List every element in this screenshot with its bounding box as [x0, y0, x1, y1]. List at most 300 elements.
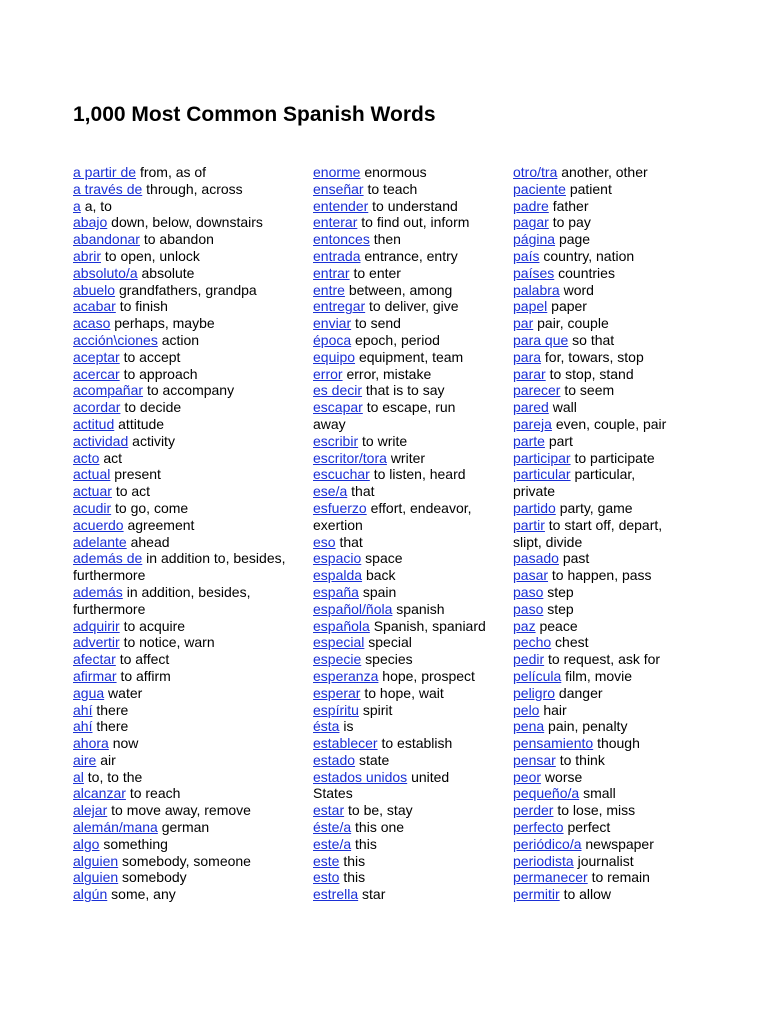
word-link[interactable]: papel	[513, 298, 548, 315]
word-definition: to be, stay	[348, 802, 413, 819]
word-link[interactable]: actual	[73, 466, 111, 483]
word-definition: to lose, miss	[557, 802, 636, 819]
word-entry	[73, 869, 309, 886]
word-entry	[73, 214, 309, 231]
word-entry	[513, 718, 713, 735]
word-link[interactable]: acaso	[73, 315, 111, 332]
word-link[interactable]: a partir de	[73, 164, 137, 180]
word-link[interactable]: pecho	[513, 634, 552, 651]
word-link[interactable]: peligro	[513, 684, 556, 701]
word-link[interactable]: peor	[513, 768, 542, 785]
word-entry	[513, 433, 713, 450]
word-definition: somebody	[122, 869, 187, 886]
word-link[interactable]: advertir	[73, 634, 120, 651]
word-definition: some, any	[111, 886, 176, 903]
word-link[interactable]: paso	[513, 600, 544, 617]
word-link[interactable]: aire	[73, 751, 97, 768]
word-entry	[73, 785, 309, 802]
word-entry	[313, 702, 509, 719]
word-link[interactable]: esperar	[313, 684, 361, 701]
word-definition: in addition, besides,	[126, 583, 251, 600]
word-link[interactable]: parte	[513, 432, 545, 449]
word-link[interactable]: países	[513, 264, 555, 281]
word-link[interactable]: actitud	[73, 415, 115, 432]
word-definition: attitude	[118, 415, 165, 432]
word-link[interactable]: acto	[73, 449, 100, 466]
word-entry	[513, 315, 713, 332]
word-link[interactable]: acabar	[73, 298, 116, 315]
word-entry	[73, 802, 309, 819]
word-entry	[73, 769, 309, 786]
word-definition: act	[103, 449, 123, 466]
word-definition: journalist	[577, 852, 634, 869]
word-link[interactable]: país	[513, 247, 540, 264]
word-entry	[73, 181, 309, 198]
word-definition: part	[548, 432, 573, 449]
word-link[interactable]: enviar	[313, 315, 352, 332]
word-link[interactable]: para que	[513, 331, 569, 348]
word-definition: in addition to, besides,	[146, 550, 286, 567]
word-link[interactable]: entrar	[313, 264, 350, 281]
word-link[interactable]: alemán/mana	[73, 819, 158, 836]
word-link[interactable]: alguien	[73, 852, 119, 869]
word-link[interactable]: a	[73, 197, 81, 214]
word-link[interactable]: especie	[313, 651, 362, 668]
word-entry	[313, 886, 509, 903]
word-link[interactable]: eso	[313, 533, 336, 550]
word-definition: to affirm	[120, 667, 171, 684]
word-link[interactable]: española	[313, 617, 370, 634]
word-link[interactable]: pareja	[513, 415, 552, 432]
word-definition: to happen, pass	[551, 567, 652, 584]
word-entry	[73, 399, 309, 416]
word-entry	[73, 718, 309, 735]
word-link[interactable]: para	[513, 348, 542, 365]
word-link[interactable]: perfecto	[513, 819, 564, 836]
word-link[interactable]: español/ñola	[313, 600, 393, 617]
word-entry-continuation	[513, 534, 713, 551]
word-definition: spirit	[362, 701, 393, 718]
word-link[interactable]: parar	[513, 365, 546, 382]
word-link[interactable]: partido	[513, 499, 556, 516]
word-entry	[73, 315, 309, 332]
word-definition: to request, ask for	[548, 651, 661, 668]
word-link[interactable]: periódico/a	[513, 835, 582, 852]
word-link[interactable]: acuerdo	[73, 516, 124, 533]
word-entry	[73, 584, 309, 601]
word-entry	[513, 466, 713, 483]
word-definition: somebody, someone	[122, 852, 251, 869]
word-link[interactable]: estado	[313, 751, 356, 768]
word-link[interactable]: otro/tra	[513, 164, 558, 180]
word-link[interactable]: escribir	[313, 432, 359, 449]
word-entry	[313, 349, 509, 366]
word-definition: to enter	[353, 264, 401, 281]
word-definition: perhaps, maybe	[114, 315, 215, 332]
word-link[interactable]: espíritu	[313, 701, 359, 718]
word-link[interactable]: ese/a	[313, 483, 348, 500]
word-entry-continuation	[313, 416, 509, 433]
word-entry	[513, 752, 713, 769]
word-definition: to accept	[123, 348, 181, 365]
word-definition: even, couple, pair	[555, 415, 667, 432]
word-link[interactable]: enseñar	[313, 180, 364, 197]
word-entry	[513, 282, 713, 299]
word-entry	[513, 198, 713, 215]
word-entry	[313, 584, 509, 601]
word-link[interactable]: estar	[313, 802, 345, 819]
word-entry	[513, 382, 713, 399]
word-link[interactable]: esto	[313, 869, 340, 886]
word-definition: united	[411, 768, 450, 785]
word-entry	[513, 416, 713, 433]
word-definition: epoch, period	[355, 331, 440, 348]
word-link[interactable]: espalda	[313, 567, 363, 584]
word-link[interactable]: pasar	[513, 567, 549, 584]
word-definition: particular,	[574, 466, 636, 483]
word-definition: away	[313, 415, 346, 432]
word-link[interactable]: algún	[73, 886, 108, 903]
word-link[interactable]: pena	[513, 718, 545, 735]
word-definition: between, among	[348, 281, 453, 298]
word-link[interactable]: pelo	[513, 701, 540, 718]
word-entry	[73, 416, 309, 433]
word-entry	[513, 550, 713, 567]
word-link[interactable]: abuelo	[73, 281, 116, 298]
word-link[interactable]: particular	[513, 466, 571, 483]
word-definition: to teach	[367, 180, 418, 197]
word-link[interactable]: acompañar	[73, 382, 144, 399]
word-definition: that	[351, 483, 375, 500]
word-definition: father	[552, 197, 589, 214]
word-definition: to open, unlock	[104, 247, 200, 264]
word-entry	[513, 265, 713, 282]
word-definition: page	[558, 231, 591, 248]
word-link[interactable]: par	[513, 315, 534, 332]
word-link[interactable]: abrir	[73, 247, 102, 264]
word-definition: now	[112, 735, 139, 752]
word-link[interactable]: paciente	[513, 180, 566, 197]
word-definition: pair, couple	[537, 315, 609, 332]
word-link[interactable]: además de	[73, 550, 143, 567]
word-definition: action	[161, 331, 200, 348]
word-entry	[73, 366, 309, 383]
word-entry	[73, 164, 309, 181]
word-link[interactable]: entrada	[313, 247, 361, 264]
word-entry	[73, 702, 309, 719]
word-definition: there	[96, 718, 129, 735]
word-definition: to start off, depart,	[548, 516, 663, 533]
word-link[interactable]: afirmar	[73, 667, 117, 684]
word-definition: equipment, team	[358, 348, 464, 365]
word-link[interactable]: pasado	[513, 550, 559, 567]
word-definition: to escape, run	[366, 399, 456, 416]
word-link[interactable]: ahí	[73, 718, 93, 735]
word-definition: step	[547, 583, 574, 600]
word-entry	[313, 869, 509, 886]
word-definition: to stop, stand	[549, 365, 634, 382]
word-definition: to finish	[119, 298, 168, 315]
word-definition: this	[343, 869, 366, 886]
word-link[interactable]: este	[313, 852, 340, 869]
word-definition: to remain	[591, 869, 650, 886]
word-entry	[313, 718, 509, 735]
word-link[interactable]: acercar	[73, 365, 120, 382]
word-link[interactable]: parecer	[513, 382, 561, 399]
word-link[interactable]: paso	[513, 583, 544, 600]
word-definition: furthermore	[73, 567, 146, 584]
word-link[interactable]: periodista	[513, 852, 574, 869]
word-link[interactable]: ahí	[73, 701, 93, 718]
word-link[interactable]: adquirir	[73, 617, 120, 634]
word-definition: to send	[355, 315, 401, 332]
word-link[interactable]: afectar	[73, 651, 116, 668]
word-entry	[73, 886, 309, 903]
word-link[interactable]: página	[513, 231, 556, 248]
word-definition: hope, prospect	[382, 667, 475, 684]
word-link[interactable]: pensar	[513, 751, 556, 768]
word-definition: absolute	[141, 264, 195, 281]
word-link[interactable]: partir	[513, 516, 545, 533]
word-link[interactable]: alcanzar	[73, 785, 126, 802]
word-definition: perfect	[567, 819, 611, 836]
word-link[interactable]: esfuerzo	[313, 499, 367, 516]
word-link[interactable]: pensamiento	[513, 735, 594, 752]
word-link[interactable]: establecer	[313, 735, 378, 752]
word-column-2	[313, 164, 509, 903]
word-entry	[313, 248, 509, 265]
word-entry	[73, 500, 309, 517]
word-entry	[513, 181, 713, 198]
word-entry	[73, 433, 309, 450]
word-definition: from, as of	[139, 164, 207, 180]
word-link[interactable]: entonces	[313, 231, 370, 248]
word-link[interactable]: alejar	[73, 802, 108, 819]
word-definition: present	[114, 466, 161, 483]
word-entry-continuation	[313, 785, 509, 802]
word-link[interactable]: pequeño/a	[513, 785, 580, 802]
word-link[interactable]: además	[73, 583, 123, 600]
word-link[interactable]: éste/a	[313, 819, 352, 836]
word-link[interactable]: actuar	[73, 483, 112, 500]
word-link[interactable]: escuchar	[313, 466, 370, 483]
word-entry	[73, 836, 309, 853]
word-entry-continuation	[73, 601, 309, 618]
word-link[interactable]: estrella	[313, 886, 359, 903]
word-definition: to affect	[119, 651, 170, 668]
word-definition: to listen, heard	[373, 466, 466, 483]
word-definition: grandfathers, grandpa	[118, 281, 257, 298]
word-definition: slipt, divide	[513, 533, 583, 550]
word-definition: private	[513, 483, 556, 500]
word-entry	[313, 668, 509, 685]
word-link[interactable]: absoluto/a	[73, 264, 138, 281]
word-link[interactable]: aceptar	[73, 348, 120, 365]
word-definition: spain	[362, 583, 397, 600]
word-definition: writer	[390, 449, 426, 466]
word-definition: back	[365, 567, 396, 584]
word-entry	[313, 567, 509, 584]
word-definition: for, towars, stop	[544, 348, 644, 365]
word-link[interactable]: ahora	[73, 735, 109, 752]
word-entry	[313, 382, 509, 399]
word-entry	[513, 399, 713, 416]
word-link[interactable]: al	[73, 768, 84, 785]
word-entry	[513, 164, 713, 181]
word-entry	[513, 668, 713, 685]
word-entry	[513, 869, 713, 886]
word-link[interactable]: algo	[73, 835, 100, 852]
word-entry	[313, 366, 509, 383]
word-entry	[313, 433, 509, 450]
word-link[interactable]: este/a	[313, 835, 352, 852]
word-link[interactable]: agua	[73, 684, 105, 701]
word-definition: something	[103, 835, 168, 852]
word-definition: another, other	[561, 164, 648, 180]
word-definition: state	[358, 751, 390, 768]
word-link[interactable]: adelante	[73, 533, 127, 550]
word-entry	[313, 231, 509, 248]
word-link[interactable]: enorme	[313, 164, 361, 180]
word-entry	[313, 618, 509, 635]
word-link[interactable]: entre	[313, 281, 345, 298]
word-link[interactable]: palabra	[513, 281, 560, 298]
word-definition: chest	[555, 634, 589, 651]
word-link[interactable]: abandonar	[73, 231, 140, 248]
word-link[interactable]: abajo	[73, 214, 108, 231]
word-definition: film, movie	[565, 667, 633, 684]
word-entry	[73, 332, 309, 349]
word-definition: wall	[552, 399, 577, 416]
word-entry	[313, 534, 509, 551]
word-link[interactable]: especial	[313, 634, 365, 651]
word-entry	[513, 517, 713, 534]
word-definition: so that	[572, 331, 615, 348]
word-link[interactable]: permitir	[513, 886, 560, 903]
word-entry	[73, 450, 309, 467]
word-definition: States	[313, 785, 353, 802]
word-entry	[73, 517, 309, 534]
word-entry	[513, 769, 713, 786]
word-entry	[73, 265, 309, 282]
word-entry	[513, 500, 713, 517]
word-definition: agreement	[127, 516, 195, 533]
word-link[interactable]: equipo	[313, 348, 356, 365]
word-link[interactable]: esperanza	[313, 667, 379, 684]
word-definition: to allow	[563, 886, 612, 903]
word-definition: countries	[558, 264, 615, 281]
word-entry	[73, 534, 309, 551]
word-definition: to move away, remove	[111, 802, 251, 819]
word-definition: to act	[115, 483, 151, 500]
word-entry	[513, 231, 713, 248]
word-definition: a, to	[84, 197, 112, 214]
word-definition: party, game	[559, 499, 633, 516]
word-link[interactable]: españa	[313, 583, 359, 600]
word-entry	[313, 651, 509, 668]
word-link[interactable]: pared	[513, 399, 549, 416]
word-link[interactable]: permanecer	[513, 869, 588, 886]
word-link[interactable]: espacio	[313, 550, 362, 567]
word-link[interactable]: escapar	[313, 399, 363, 416]
word-definition: that	[339, 533, 363, 550]
word-definition: effort, endeavor,	[370, 499, 472, 516]
word-entry	[513, 802, 713, 819]
word-definition: water	[108, 684, 143, 701]
word-definition: newspaper	[585, 835, 654, 852]
word-definition: to think	[559, 751, 605, 768]
word-link[interactable]: acordar	[73, 399, 121, 416]
word-link[interactable]: pedir	[513, 651, 545, 668]
word-definition: down, below, downstairs	[111, 214, 263, 231]
word-definition: to go, come	[115, 499, 189, 516]
word-entry	[313, 735, 509, 752]
word-entry	[73, 618, 309, 635]
word-definition: to, to the	[87, 768, 143, 785]
word-entry	[513, 601, 713, 618]
word-definition: space	[365, 550, 403, 567]
word-definition: species	[365, 651, 413, 668]
word-link[interactable]: error	[313, 365, 343, 382]
word-link[interactable]: película	[513, 667, 562, 684]
word-definition: that is to say	[365, 382, 445, 399]
word-link[interactable]: a través de	[73, 180, 143, 197]
word-definition: is	[343, 718, 354, 735]
word-link[interactable]: entender	[313, 197, 369, 214]
word-entry	[513, 450, 713, 467]
word-entry	[313, 836, 509, 853]
word-entry	[513, 214, 713, 231]
word-link[interactable]: época	[313, 331, 352, 348]
word-definition: patient	[569, 180, 612, 197]
word-entry	[513, 567, 713, 584]
word-link[interactable]: perder	[513, 802, 554, 819]
word-entry	[513, 332, 713, 349]
word-definition: exertion	[313, 516, 363, 533]
word-link[interactable]: pagar	[513, 214, 549, 231]
word-link[interactable]: estados unidos	[313, 768, 408, 785]
word-entry	[313, 802, 509, 819]
word-entry	[73, 819, 309, 836]
word-link[interactable]: es decir	[313, 382, 363, 399]
word-link[interactable]: acción\ciones	[73, 331, 158, 348]
word-definition: to accompany	[146, 382, 235, 399]
word-link[interactable]: ésta	[313, 718, 340, 735]
word-definition: word	[563, 281, 594, 298]
word-definition: ahead	[130, 533, 170, 550]
word-link[interactable]: participar	[513, 449, 571, 466]
word-definition: then	[373, 231, 401, 248]
word-entry	[73, 248, 309, 265]
word-entry	[513, 819, 713, 836]
word-entry	[313, 164, 509, 181]
word-entry	[513, 366, 713, 383]
word-link[interactable]: acudir	[73, 499, 112, 516]
word-link[interactable]: enterar	[313, 214, 358, 231]
word-definition: to establish	[381, 735, 453, 752]
word-link[interactable]: entregar	[313, 298, 366, 315]
word-link[interactable]: actividad	[73, 432, 129, 449]
word-entry	[513, 248, 713, 265]
word-entry	[313, 550, 509, 567]
word-entry	[513, 634, 713, 651]
word-link[interactable]: padre	[513, 197, 549, 214]
word-link[interactable]: alguien	[73, 869, 119, 886]
word-definition: danger	[558, 684, 603, 701]
word-link[interactable]: escritor/tora	[313, 449, 387, 466]
word-link[interactable]: paz	[513, 617, 536, 634]
word-definition: country, nation	[543, 247, 635, 264]
